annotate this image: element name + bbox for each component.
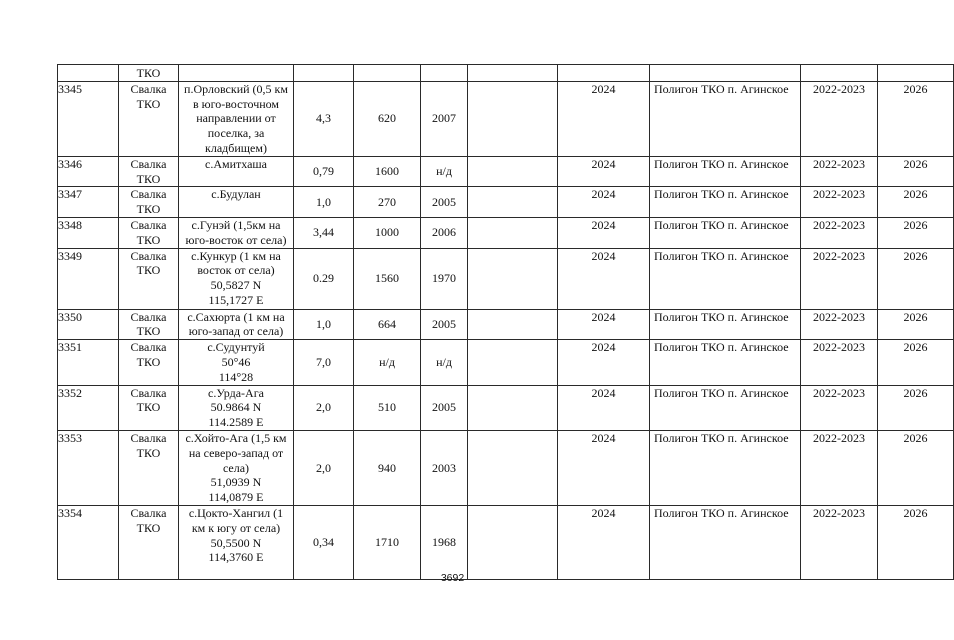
cell-type (119, 309, 179, 340)
cell-final-year: 2026 (878, 430, 954, 505)
cell-type-line: ТКО (136, 400, 161, 415)
cell-area: 0,79 (294, 156, 354, 187)
cell-final-year: 2026 (878, 217, 954, 248)
cell-final-year: 2026 (878, 248, 954, 309)
cell-id: 3347 (58, 187, 119, 218)
cell-id (58, 65, 119, 82)
cell-volume: 270 (354, 187, 421, 218)
cell-polygon: Полигон ТКО п. Агинское (650, 309, 801, 340)
cell-volume: 1600 (354, 156, 421, 187)
cell-type-line: ТКО (136, 354, 161, 369)
cell-area (294, 65, 354, 82)
cell-polygon: Полигон ТКО п. Агинское (650, 385, 801, 430)
cell-location-line: 114.2589 E (208, 415, 264, 430)
cell-volume: 620 (354, 81, 421, 156)
cell-year: 2005 (421, 309, 468, 340)
cell-volume: 1710 (354, 505, 421, 579)
cell-location (179, 65, 294, 82)
cell-type (119, 340, 179, 385)
cell-location (179, 309, 294, 340)
cell-deadline: 2024 (558, 156, 650, 187)
cell-location-line: п.Орловский (0,5 км (184, 81, 288, 96)
cell-period: 2022-2023 (801, 187, 878, 218)
cell-period: 2022-2023 (801, 385, 878, 430)
cell-location-line: 50,5827 N (210, 278, 262, 293)
cell-volume: 940 (354, 430, 421, 505)
cell-location-line: села) (222, 460, 250, 475)
cell-location (179, 217, 294, 248)
cell-area: 2,0 (294, 385, 354, 430)
cell-id: 3348 (58, 217, 119, 248)
landfill-table (57, 64, 954, 580)
cell-volume: 510 (354, 385, 421, 430)
cell-polygon: Полигон ТКО п. Агинское (650, 156, 801, 187)
cell-deadline (558, 65, 650, 82)
cell-type-line: Свалка (130, 340, 167, 355)
cell-area: 4,3 (294, 81, 354, 156)
cell-deadline: 2024 (558, 187, 650, 218)
cell-deadline: 2024 (558, 248, 650, 309)
cell-polygon: Полигон ТКО п. Агинское (650, 340, 801, 385)
table-row (58, 81, 954, 156)
cell-location-line: 114°28 (218, 369, 254, 384)
cell-location-line: с.Будулан (211, 187, 261, 202)
cell-col7 (468, 385, 558, 430)
cell-type-line: Свалка (130, 505, 167, 520)
cell-location-line: с.Гунэй (1,5км на (191, 217, 281, 232)
cell-col7 (468, 65, 558, 82)
cell-location-line: км к югу от села) (191, 520, 281, 535)
cell-location-line: с.Цокто-Хангил (1 (188, 505, 284, 520)
cell-type (119, 65, 179, 82)
cell-col7 (468, 217, 558, 248)
cell-location-line: восток от села) (197, 263, 275, 278)
table-row-fragment (58, 65, 954, 82)
cell-location (179, 430, 294, 505)
cell-location (179, 385, 294, 430)
cell-location (179, 505, 294, 579)
cell-year: 2005 (421, 187, 468, 218)
cell-period: 2022-2023 (801, 505, 878, 579)
cell-id: 3354 (58, 505, 119, 579)
cell-final-year: 2026 (878, 340, 954, 385)
cell-area: 2,0 (294, 430, 354, 505)
cell-year: 2007 (421, 81, 468, 156)
cell-type (119, 187, 179, 218)
table-row (58, 505, 954, 579)
cell-col7 (468, 430, 558, 505)
cell-type-line: ТКО (136, 202, 161, 217)
cell-type-line: ТКО (136, 171, 161, 186)
cell-location-line: с.Сахюрта (1 км на (187, 309, 285, 324)
cell-deadline: 2024 (558, 430, 650, 505)
cell-year: 2003 (421, 430, 468, 505)
cell-location (179, 248, 294, 309)
cell-type (119, 156, 179, 187)
cell-type-line: Свалка (130, 81, 167, 96)
cell-polygon: Полигон ТКО п. Агинское (650, 505, 801, 579)
cell-location-line: направлении от (196, 111, 276, 126)
cell-polygon: Полигон ТКО п. Агинское (650, 248, 801, 309)
cell-id: 3352 (58, 385, 119, 430)
cell-id: 3346 (58, 156, 119, 187)
table-body (58, 65, 954, 580)
cell-period: 2022-2023 (801, 81, 878, 156)
cell-id: 3353 (58, 430, 119, 505)
cell-id: 3349 (58, 248, 119, 309)
cell-final-year: 2026 (878, 505, 954, 579)
cell-period: 2022-2023 (801, 156, 878, 187)
cell-location-line: с.Амитхаша (205, 156, 267, 171)
cell-location-line: с.Кункур (1 км на (191, 248, 281, 263)
cell-type (119, 430, 179, 505)
cell-polygon: Полигон ТКО п. Агинское (650, 187, 801, 218)
cell-type-line: Свалка (130, 309, 167, 324)
cell-volume: 1000 (354, 217, 421, 248)
cell-period: 2022-2023 (801, 430, 878, 505)
cell-year: 1970 (421, 248, 468, 309)
cell-type-line: Свалка (130, 385, 167, 400)
cell-location-line: 114,3760 E (208, 550, 264, 565)
cell-deadline: 2024 (558, 505, 650, 579)
cell-id: 3351 (58, 340, 119, 385)
table-row (58, 309, 954, 340)
cell-final-year: 2026 (878, 385, 954, 430)
cell-location-line: с.Хойто-Ага (1,5 км (185, 430, 287, 445)
cell-col7 (468, 309, 558, 340)
cell-col7 (468, 248, 558, 309)
cell-deadline: 2024 (558, 385, 650, 430)
cell-type (119, 505, 179, 579)
cell-final-year: 2026 (878, 187, 954, 218)
table-row (58, 187, 954, 218)
cell-polygon (650, 65, 801, 82)
cell-year (421, 65, 468, 82)
cell-final-year: 2026 (878, 309, 954, 340)
cell-location-line: на северо-запад от (188, 445, 284, 460)
cell-col7 (468, 156, 558, 187)
cell-location-line: 51,0939 N (210, 475, 262, 490)
cell-area: 3,44 (294, 217, 354, 248)
cell-location-line: в юго-восточном (192, 96, 280, 111)
cell-type-line: ТКО (136, 96, 161, 111)
table-row (58, 430, 954, 505)
cell-final-year: 2026 (878, 81, 954, 156)
table-row (58, 248, 954, 309)
cell-area: 1,0 (294, 309, 354, 340)
table-row (58, 385, 954, 430)
cell-period: 2022-2023 (801, 309, 878, 340)
cell-polygon: Полигон ТКО п. Агинское (650, 430, 801, 505)
cell-area: 0.29 (294, 248, 354, 309)
cell-volume: н/д (354, 340, 421, 385)
cell-period: 2022-2023 (801, 340, 878, 385)
cell-year: 1968 (421, 505, 468, 579)
cell-period (801, 65, 878, 82)
cell-year: 2006 (421, 217, 468, 248)
cell-period: 2022-2023 (801, 248, 878, 309)
cell-location-line: 50,5500 N (210, 535, 262, 550)
cell-deadline: 2024 (558, 309, 650, 340)
cell-area: 1,0 (294, 187, 354, 218)
cell-final-year: 2026 (878, 156, 954, 187)
cell-deadline: 2024 (558, 217, 650, 248)
cell-location-line: кладбищем) (205, 140, 267, 155)
cell-location-line: 50.9864 N (210, 400, 262, 415)
cell-type-line: Свалка (130, 156, 167, 171)
cell-id: 3345 (58, 81, 119, 156)
cell-deadline: 2024 (558, 340, 650, 385)
cell-type-text: ТКО (136, 66, 161, 80)
cell-location-line: с.Судунтуй (207, 340, 265, 355)
cell-year: 2005 (421, 385, 468, 430)
cell-location-line: 114,0879 E (208, 490, 264, 505)
cell-type-line: Свалка (130, 217, 167, 232)
cell-type-line: Свалка (130, 430, 167, 445)
cell-type-line: ТКО (136, 232, 161, 247)
cell-polygon: Полигон ТКО п. Агинское (650, 217, 801, 248)
table-row (58, 217, 954, 248)
cell-location (179, 340, 294, 385)
cell-type-line: ТКО (136, 445, 161, 460)
cell-type (119, 81, 179, 156)
cell-location-line: с.Урда-Ага (208, 385, 264, 400)
cell-location-line: юго-восток от села) (185, 232, 287, 247)
cell-type-line: ТКО (136, 520, 161, 535)
cell-col7 (468, 81, 558, 156)
cell-location-line: 115,1727 E (208, 292, 264, 307)
cell-volume (354, 65, 421, 82)
cell-location-line: юго-запад от села) (188, 324, 284, 339)
cell-polygon: Полигон ТКО п. Агинское (650, 81, 801, 156)
cell-volume: 664 (354, 309, 421, 340)
cell-volume: 1560 (354, 248, 421, 309)
cell-location-line: 50°46 (221, 354, 251, 369)
cell-location (179, 81, 294, 156)
cell-id: 3350 (58, 309, 119, 340)
cell-area: 0,34 (294, 505, 354, 579)
cell-type-line: Свалка (130, 248, 167, 263)
cell-type (119, 217, 179, 248)
cell-col7 (468, 505, 558, 579)
cell-location (179, 156, 294, 187)
table-row (58, 340, 954, 385)
cell-period: 2022-2023 (801, 217, 878, 248)
cell-col7 (468, 340, 558, 385)
cell-location (179, 187, 294, 218)
cell-type-line: Свалка (130, 187, 167, 202)
cell-type (119, 248, 179, 309)
cell-year: н/д (421, 340, 468, 385)
cell-location-line: поселка, за (207, 126, 265, 141)
cell-type-line: ТКО (136, 324, 161, 339)
cell-type-line: ТКО (136, 263, 161, 278)
cell-type (119, 385, 179, 430)
table-row (58, 156, 954, 187)
page-number: 3692 (440, 572, 465, 584)
cell-col7 (468, 187, 558, 218)
cell-year: н/д (421, 156, 468, 187)
cell-area: 7,0 (294, 340, 354, 385)
cell-final-year (878, 65, 954, 82)
cell-deadline: 2024 (558, 81, 650, 156)
